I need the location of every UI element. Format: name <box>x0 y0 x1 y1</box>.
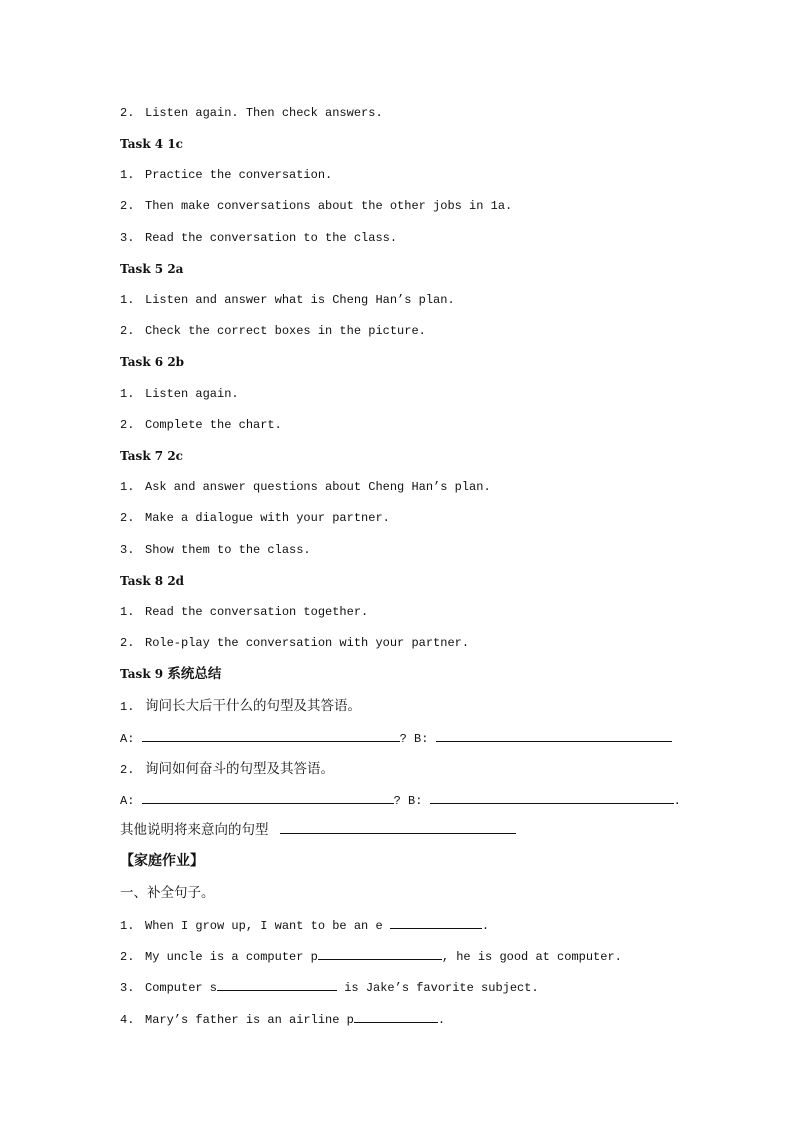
answer-blank-a2[interactable] <box>142 791 394 804</box>
fill-blank-2[interactable] <box>318 947 442 960</box>
task8-step-1: 1. Read the conversation together. <box>120 605 369 619</box>
task4-step-1: 1. Practice the conversation. <box>120 168 333 182</box>
task9-question-1: 1. 询问长大后干什么的句型及其答语。 <box>120 698 361 714</box>
homework-sentence-4: 4. Mary’s father is an airline p . <box>120 1010 445 1028</box>
answer-blank-a1[interactable] <box>142 729 400 742</box>
task6-step-2: 2. Complete the chart. <box>120 418 282 432</box>
task9-heading: Task 9 系统总结 <box>120 666 222 682</box>
task3-step-2: 2. Listen again. Then check answers. <box>120 106 383 120</box>
task4-heading: Task 4 1c <box>120 137 183 151</box>
task5-step-2: 2. Check the correct boxes in the picture. <box>120 324 426 338</box>
task5-step-1: 1. Listen and answer what is Cheng Han’s plan. <box>120 293 455 307</box>
homework-sentence-2: 2. My uncle is a computer p , he is good at computer. <box>120 947 622 965</box>
answer-blank-other[interactable] <box>280 821 516 834</box>
task6-step-1: 1. Listen again. <box>120 387 239 401</box>
task5-heading: Task 5 2a <box>120 262 184 276</box>
task7-heading: Task 7 2c <box>120 449 183 463</box>
task4-step-3: 3. Read the conversation to the class. <box>120 231 398 245</box>
task7-step-3: 3. Show them to the class. <box>120 543 311 557</box>
task9-question-2: 2. 询问如何奋斗的句型及其答语。 <box>120 761 334 777</box>
task9-other-patterns: 其他说明将来意向的句型 <box>120 821 516 838</box>
fill-blank-4[interactable] <box>354 1010 438 1023</box>
task7-step-2: 2. Make a dialogue with your partner. <box>120 511 390 525</box>
answer-blank-b2[interactable] <box>430 791 674 804</box>
answer-blank-b1[interactable] <box>436 729 672 742</box>
homework-sentence-1: 1. When I grow up, I want to be an e . <box>120 916 489 934</box>
task8-heading: Task 8 2d <box>120 574 185 588</box>
task8-step-2: 2. Role-play the conversation with your partner. <box>120 636 470 650</box>
task9-answer-1: A: ? B: <box>120 729 672 747</box>
task6-heading: Task 6 2b <box>120 355 185 369</box>
task4-step-2: 2. Then make conversations about the other jobs in 1a. <box>120 199 513 213</box>
homework-section-1: 一、补全句子。 <box>120 885 215 901</box>
fill-blank-1[interactable] <box>390 916 482 929</box>
fill-blank-3[interactable] <box>217 978 337 991</box>
task9-answer-2: A: ? B: . <box>120 791 681 809</box>
homework-title: 【家庭作业】 <box>120 853 204 869</box>
homework-sentence-3: 3. Computer s is Jake’s favorite subject. <box>120 978 539 996</box>
task7-step-1: 1. Ask and answer questions about Cheng Han’s plan. <box>120 480 491 494</box>
